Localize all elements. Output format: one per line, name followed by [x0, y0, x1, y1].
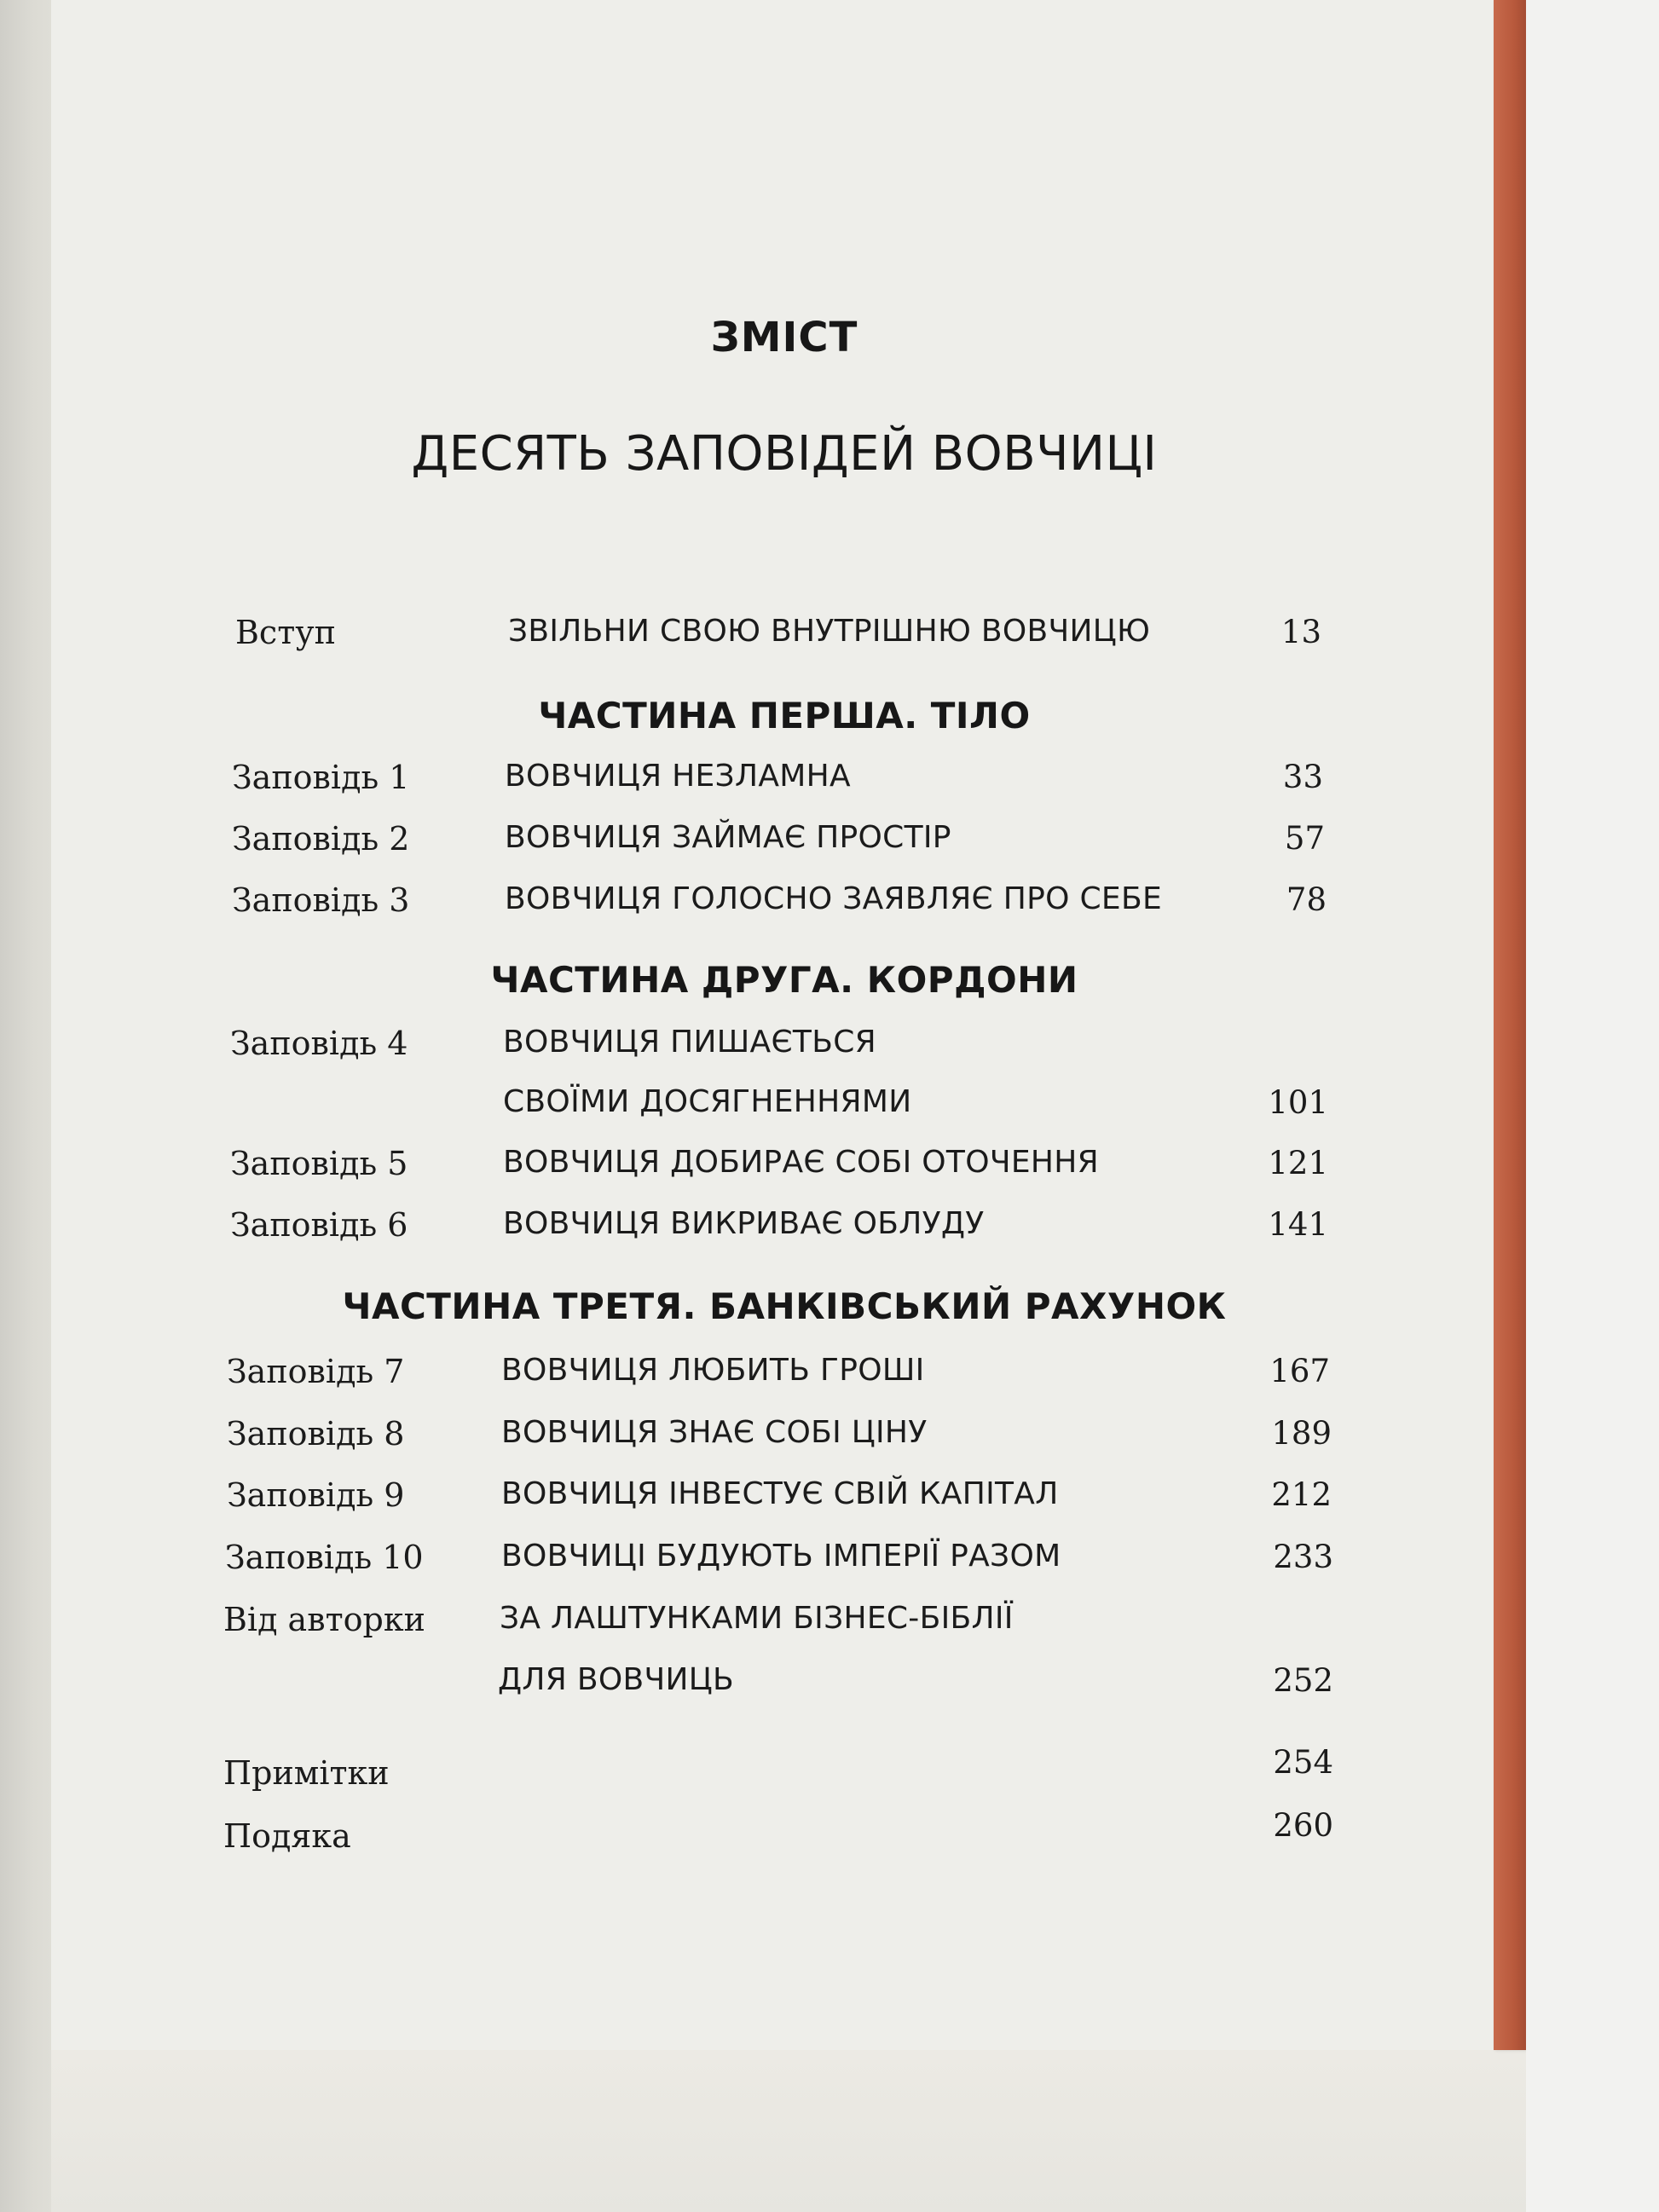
toc-entry-continuation	[0, 1084, 1659, 1135]
toc-entry-title: ВОВЧИЦЯ ПИШАЄТЬСЯ	[503, 1025, 876, 1060]
toc-entry-label: Заповідь 6	[230, 1206, 408, 1244]
toc-entry-title: ВОВЧИЦЯ ДОБИРАЄ СОБІ ОТОЧЕННЯ	[503, 1145, 1099, 1180]
toc-entry-page: 57	[1284, 820, 1325, 857]
toc-entry-title: ВОВЧИЦЯ НЕЗЛАМНА	[505, 759, 851, 794]
toc-entry-notes	[0, 1744, 1659, 1805]
part-heading: ЧАСТИНА ПЕРША. ТІЛО	[538, 695, 1031, 736]
toc-entry-intro	[0, 614, 1659, 665]
toc-entry-label: Від авторки	[223, 1601, 425, 1638]
toc-entry	[0, 1353, 1659, 1404]
toc-entry-title-line2: СВОЇМИ ДОСЯГНЕННЯМИ	[503, 1084, 912, 1119]
toc-entry-page: 78	[1286, 881, 1327, 918]
toc-entry-label: Подяка	[223, 1817, 351, 1855]
toc-entry-page: 101	[1268, 1084, 1328, 1121]
toc-entry-page: 233	[1273, 1539, 1333, 1575]
toc-entry-page: 189	[1271, 1415, 1332, 1452]
toc-entry-title: ВОВЧИЦЯ ЛЮБИТЬ ГРОШІ	[501, 1353, 925, 1388]
page-title: ЗМІСТ	[710, 314, 858, 361]
toc-entry-title: ВОВЧИЦЯ ІНВЕСТУЄ СВІЙ КАПІТАЛ	[501, 1476, 1059, 1511]
toc-entry-label: Заповідь 3	[232, 881, 410, 919]
toc-entry-page: 33	[1282, 759, 1323, 795]
toc-entry-title: ЗА ЛАШТУНКАМИ БІЗНЕС-БІБЛІЇ	[500, 1601, 1014, 1636]
toc-entry-label: Заповідь 4	[230, 1025, 408, 1062]
toc-entry-page: 141	[1268, 1206, 1328, 1243]
toc-entry	[0, 1025, 1659, 1076]
toc-entry	[0, 1415, 1659, 1466]
toc-entry	[0, 881, 1659, 933]
part-heading: ЧАСТИНА ДРУГА. КОРДОНИ	[490, 959, 1078, 1001]
toc-entry-page: 13	[1280, 614, 1321, 650]
toc-entry-label: Заповідь 9	[227, 1476, 405, 1514]
toc-entry-label: Заповідь 8	[227, 1415, 405, 1453]
toc-entry	[0, 820, 1659, 871]
toc-entry-page: 167	[1269, 1353, 1330, 1389]
toc-entry-label: Вступ	[235, 614, 336, 651]
toc-entry-title: ВОВЧИЦЯ ЗНАЄ СОБІ ЦІНУ	[501, 1415, 928, 1450]
toc-entry-title-line2: ДЛЯ ВОВЧИЦЬ	[498, 1662, 734, 1697]
toc-entry-title: ВОВЧИЦЯ ГОЛОСНО ЗАЯВЛЯЄ ПРО СЕБЕ	[505, 881, 1162, 916]
toc-entry-title: ВОВЧИЦЯ ЗАЙМАЄ ПРОСТІР	[505, 820, 951, 855]
toc-entry-page: 252	[1273, 1662, 1333, 1699]
toc-entry	[0, 1539, 1659, 1590]
part-heading: ЧАСТИНА ТРЕТЯ. БАНКІВСЬКИЙ РАХУНОК	[342, 1285, 1227, 1327]
toc-entry-label: Заповідь 7	[227, 1353, 405, 1390]
toc-entry-title: ЗВІЛЬНИ СВОЮ ВНУТРІШНЮ ВОВЧИЦЮ	[508, 614, 1151, 649]
toc-entry-label: Заповідь 5	[230, 1145, 408, 1182]
toc-entry-label: Заповідь 10	[225, 1539, 424, 1576]
toc-entry-continuation	[0, 1662, 1659, 1713]
toc-entry-page: 260	[1273, 1807, 1333, 1844]
toc-entry-title: ВОВЧИЦЯ ВИКРИВАЄ ОБЛУДУ	[503, 1206, 985, 1241]
toc-entry-title: ВОВЧИЦІ БУДУЮТЬ ІМПЕРІЇ РАЗОМ	[501, 1539, 1061, 1574]
book-title: ДЕСЯТЬ ЗАПОВІДЕЙ ВОВЧИЦІ	[411, 426, 1158, 482]
toc-entry-label: Заповідь 2	[232, 820, 410, 858]
toc-entry	[0, 1145, 1659, 1196]
toc-entry	[0, 1206, 1659, 1257]
toc-entry-page: 212	[1271, 1476, 1332, 1513]
toc-entry-thanks	[0, 1807, 1659, 1868]
toc-entry	[0, 759, 1659, 810]
toc-entry-page: 254	[1273, 1744, 1333, 1781]
toc-entry-label: Заповідь 1	[232, 759, 410, 796]
toc-entry	[0, 1476, 1659, 1528]
toc-entry-page: 121	[1268, 1145, 1328, 1181]
toc-entry-label: Примітки	[223, 1754, 390, 1792]
toc-entry-afterword	[0, 1601, 1659, 1652]
page-bottom	[51, 2050, 1526, 2212]
